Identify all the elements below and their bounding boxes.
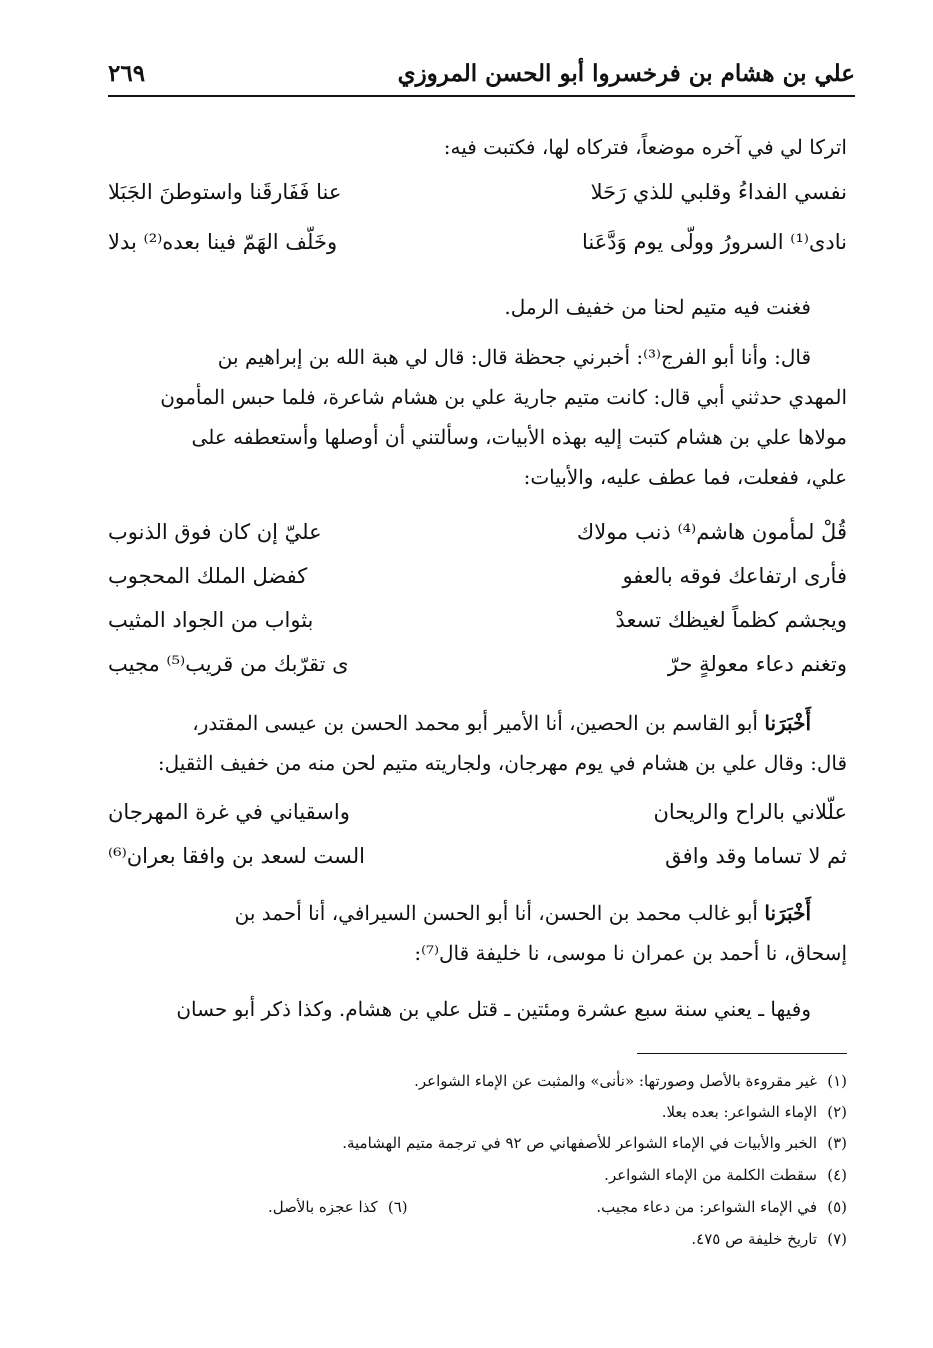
akhbarana-lead: أَخْبَرَنا xyxy=(764,901,811,925)
verse-second-hemistich: عليّ إن كان فوق الذنوب xyxy=(108,520,322,544)
verse-first-hemistich: فأرى ارتفاعك فوقه بالعفو xyxy=(622,564,847,588)
verse-second-hemistich: الست لسعد بن وافقا بعران⁽⁶⁾ xyxy=(108,844,366,868)
verse-line xyxy=(108,652,847,692)
footnote-text: تاريخ خليفة ص ٤٧٥. xyxy=(691,1230,817,1248)
footnote xyxy=(414,1072,847,1090)
paragraph-text: أبو غالب محمد بن الحسن، أنا أبو الحسن السيرافي، أنا أحمد بن xyxy=(234,901,765,925)
verse-second-hemistich: ى تقرّبك من قريب⁽⁵⁾ مجيب xyxy=(108,652,349,676)
verse-first-hemistich: علّلاني بالراح والريحان xyxy=(653,800,847,824)
paragraph-line xyxy=(108,894,847,932)
verse-second-hemistich: واسقياني في غرة المهرجان xyxy=(108,800,350,824)
footnote xyxy=(342,1134,847,1152)
footnote-text: غير مقروءة بالأصل وصورتها: «نأنى» والمثبت عن الإماء الشواعر. xyxy=(414,1072,817,1090)
page-number: ٢٦٩ xyxy=(108,60,146,87)
verse-first-hemistich: نادى⁽¹⁾ السرورُ وولّى يوم وَدَّعَنا xyxy=(582,230,847,254)
paragraph-line: قال: وأنا أبو الفرج⁽³⁾: أخبرني جحظة قال: قال لي هبة الله بن إبراهيم بن xyxy=(217,345,811,369)
footnote-text: الإماء الشواعر: بعده بعلا. xyxy=(661,1103,817,1121)
verse-first-hemistich: ثم لا تساما وقد وافق xyxy=(665,844,847,868)
akhbarana-lead: أَخْبَرَنا xyxy=(764,711,811,735)
verse-first-hemistich: ويجشم كظماً لغيظك تسعدْ xyxy=(615,608,847,632)
paragraph-line: المهدي حدثني أبي قال: كانت متيم جارية علي بن هشام شاعرة، فلما حبس المأمون xyxy=(160,385,847,409)
running-header xyxy=(108,58,855,92)
footnote-number: (١) xyxy=(827,1072,847,1090)
footnote-text: كذا عجزه بالأصل. xyxy=(268,1198,378,1216)
verse-line xyxy=(108,844,847,884)
footnote xyxy=(662,1103,847,1121)
footnote-number: (٦) xyxy=(387,1198,408,1216)
footnote-text: في الإماء الشواعر: من دعاء مجيب. xyxy=(596,1198,817,1216)
verse-line xyxy=(108,520,847,560)
text-line: فغنت فيه متيم لحنا من خفيف الرمل. xyxy=(504,295,811,319)
verse-first-hemistich: وتغنم دعاء معولةٍ حرّ xyxy=(667,652,847,676)
verse-line xyxy=(108,180,847,220)
paragraph-line: علي، ففعلت، فما عطف عليه، والأبيات: xyxy=(523,465,847,489)
verse-second-hemistich: عنا فَفَارقَنا واستوطنَ الجَبَلا xyxy=(108,180,342,204)
header-rule xyxy=(108,95,855,97)
verse-second-hemistich: بثواب من الجواد المثيب xyxy=(108,608,314,632)
footnote-number: (٤) xyxy=(827,1166,847,1184)
verse-first-hemistich: قُلْ لمأمون هاشم⁽⁴⁾ ذنب مولاك xyxy=(576,520,847,544)
footnote-number: (٥) xyxy=(827,1198,847,1216)
paragraph-line xyxy=(108,704,847,742)
verse-line xyxy=(108,608,847,648)
verse-first-hemistich: نفسي الفداءُ وقلبي للذي رَحَلا xyxy=(590,180,847,204)
paragraph-line: وفيها ـ يعني سنة سبع عشرة ومئتين ـ قتل علي بن هشام. وكذا ذكر أبو حسان xyxy=(176,997,811,1021)
paragraph-line: قال: وقال علي بن هشام في يوم مهرجان، ولجاريته متيم لحن منه من خفيف الثقيل: xyxy=(157,751,847,775)
paragraph-text: أبو القاسم بن الحصين، أنا الأمير أبو محمد الحسن بن عيسى المقتدر، xyxy=(192,711,765,735)
footnote-text: الخبر والأبيات في الإماء الشواعر للأصفهاني ص ٩٢ في ترجمة متيم الهشامية. xyxy=(342,1134,817,1152)
paragraph-line: مولاها علي بن هشام كتبت إليه بهذه الأبيات، وسألتني أن أوصلها وأستعطفه على xyxy=(191,425,847,449)
header-title: علي بن هشام بن فرخسروا أبو الحسن المروزي xyxy=(397,60,855,87)
paragraph-line: إسحاق، نا أحمد بن عمران نا موسى، نا خليفة قال⁽⁷⁾: xyxy=(414,941,847,965)
verse-second-hemistich: وخَلّف الهَمّ فينا بعده⁽²⁾ بدلا xyxy=(108,230,338,254)
footnote-number: (٧) xyxy=(827,1230,847,1248)
verse-line xyxy=(108,230,847,270)
footnote xyxy=(596,1198,847,1216)
footnote xyxy=(268,1198,408,1216)
footnote xyxy=(604,1166,847,1184)
text-line: اتركا لي في آخره موضعاً، فتركاه لها، فكتبت فيه: xyxy=(443,135,847,159)
verse-line xyxy=(108,800,847,840)
footnote-text: سقطت الكلمة من الإماء الشواعر. xyxy=(604,1166,817,1184)
footnote-number: (٢) xyxy=(827,1103,847,1121)
footnote xyxy=(691,1230,847,1248)
footnote-rule xyxy=(637,1053,847,1054)
verse-second-hemistich: كفضل الملك المحجوب xyxy=(108,564,308,588)
verse-line xyxy=(108,564,847,604)
footnote-number: (٣) xyxy=(827,1134,847,1152)
